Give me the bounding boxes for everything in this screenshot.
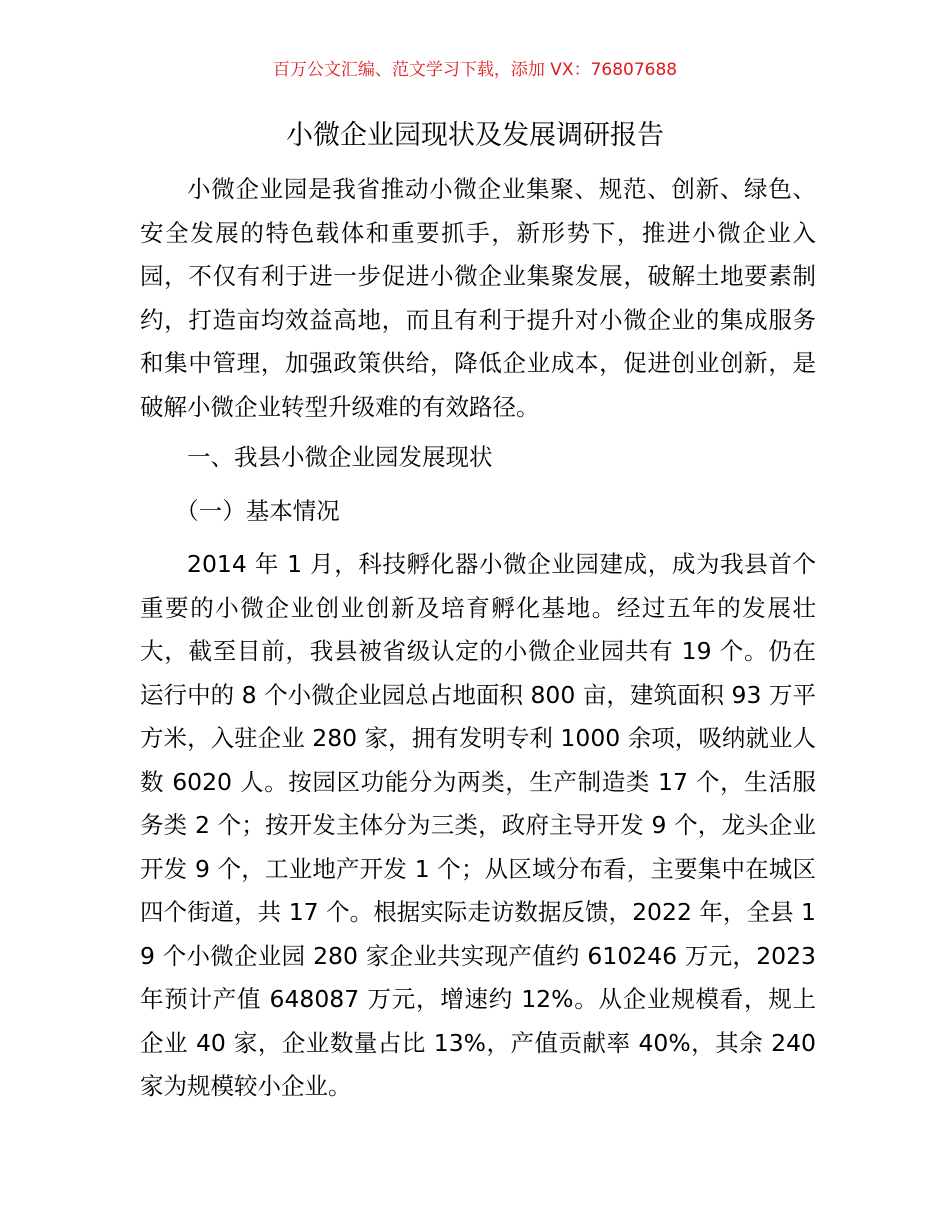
header-promo-note: 百万公文汇编、范文学习下载，添加 VX：76807688 (272, 60, 678, 80)
section-heading: 一、我县小微企业园发展现状 (187, 443, 493, 471)
subsection-heading: （一）基本情况 (175, 496, 340, 525)
document-body (140, 168, 816, 1109)
document-title: 小微企业园现状及发展调研报告 (286, 120, 664, 151)
basic-info-paragraph: 2014 年 1 月，科技孵化器小微企业园建成，成为我县首个重要的小微企业创业创新及培育孵化基地。经过五年的发展壮大，截至目前，我县被省级认定的小微企业园共有 19 个。仍在运行中的 8 个小微企业园总占地面积 800 亩，建筑面积 93 万平方米，入驻企业 280 家，拥有发明专利 1000 余项，吸纳就业人数 6020 人。按园区功能分为两类，生产制造类 17 个，生活服务类 2 个；按开发主体分为三类，政府主导开发 9 个，龙头企业开发 9 个，工业地产开发 1 个；从区域分布看，主要集中在城区四个街道，共 17 个。根据实际走访数据反馈，2022 年，全县 19 个小微企业园 280 家企业共实现产值约 610246 万元，2023 年预计产值 648087 万元，增速约 12%。从企业规模看，规上企业 40 家，企业数量占比 13%，产值贡献率 40%，其余 240 家为规模较小企业。 (140, 550, 816, 1100)
intro-paragraph: 小微企业园是我省推动小微企业集聚、规范、创新、绿色、安全发展的特色载体和重要抓手，新形势下，推进小微企业入园，不仅有利于进一步促进小微企业集聚发展，破解土地要素制约，打造亩均效益高地，而且有利于提升对小微企业的集成服务和集中管理，加强政策供给，降低企业成本，促进创业创新，是破解小微企业转型升级难的有效路径。 (140, 175, 816, 421)
